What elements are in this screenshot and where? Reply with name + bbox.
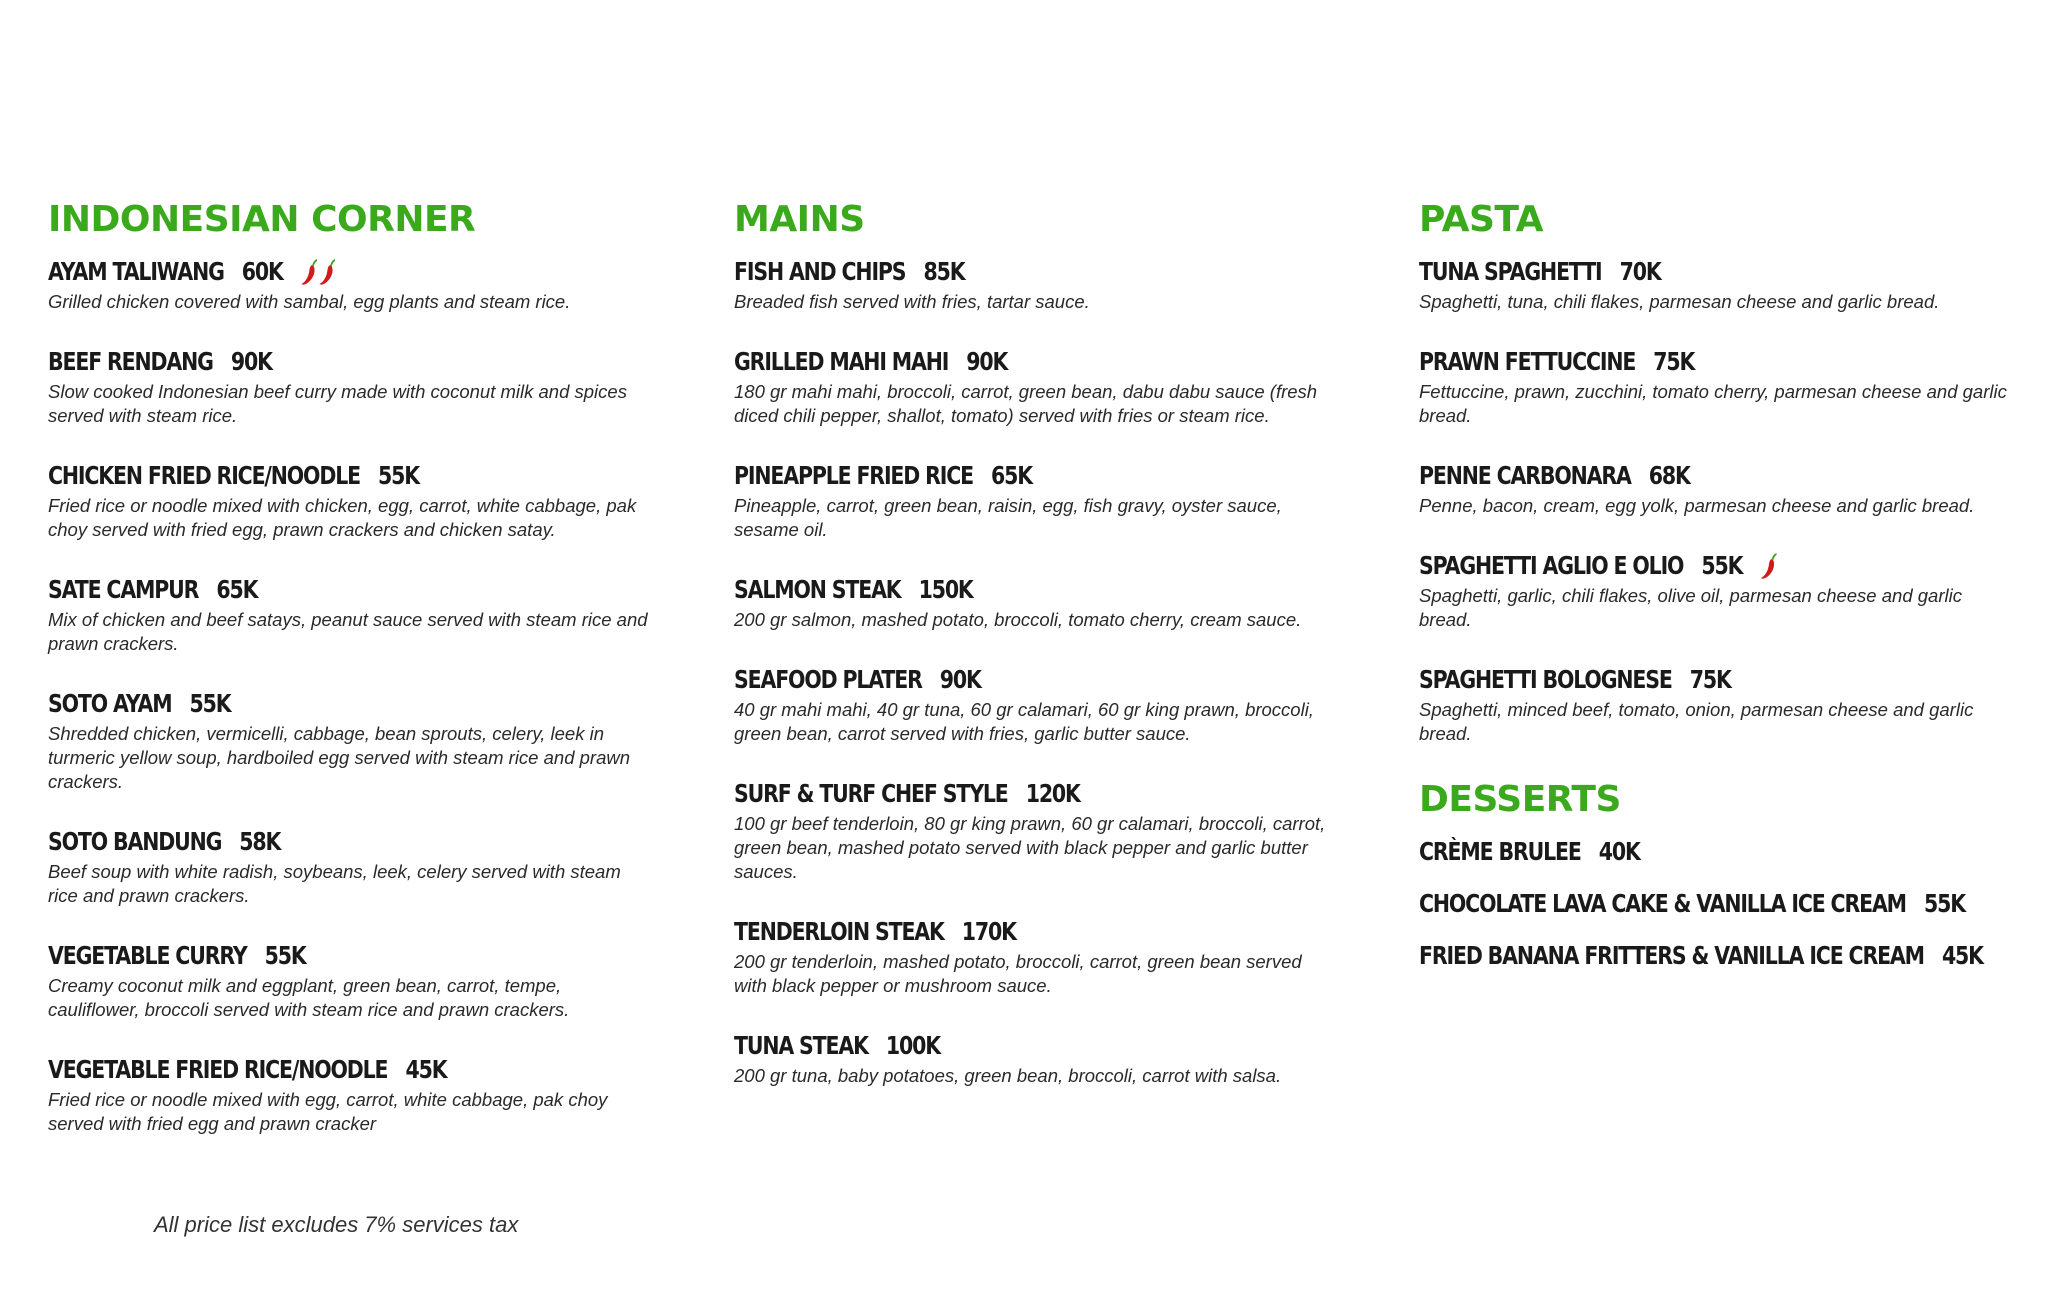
menu-item-price: 45K xyxy=(1941,941,1983,970)
menu-item-description: Creamy coconut milk and eggplant, green bean, carrot, tempe, cauliflower, broccoli served with steam rice and prawn crackers. xyxy=(48,975,570,1020)
menu-item-header xyxy=(48,826,540,858)
menu-item-name: GRILLED MAHI MAHI xyxy=(734,347,949,376)
menu-item-header xyxy=(1419,888,1965,920)
menu-item xyxy=(1419,664,2019,746)
menu-item xyxy=(734,256,1334,314)
menu-item-price: 100K xyxy=(885,1031,940,1060)
menu-item-header xyxy=(48,256,540,288)
menu-item-description: Spaghetti, garlic, chili flakes, olive oil, parmesan cheese and garlic bread. xyxy=(1419,585,1962,630)
pasta-desserts-column xyxy=(1419,198,2019,992)
menu-item-name: SPAGHETTI BOLOGNESE xyxy=(1419,665,1672,694)
chili-pepper-icon xyxy=(301,257,319,287)
menu-item-price: 55K xyxy=(264,941,306,970)
pasta-item-list xyxy=(1419,256,2019,746)
menu-item-price: 120K xyxy=(1025,779,1080,808)
menu-item-description: 40 gr mahi mahi, 40 gr tuna, 60 gr calamari, 60 gr king prawn, broccoli, green bean, carrot served with fries, garlic butter sauce. xyxy=(734,699,1314,744)
chili-pepper-icon xyxy=(1760,551,1778,581)
menu-item-description: Spaghetti, minced beef, tomato, onion, parmesan cheese and garlic bread. xyxy=(1419,699,1974,744)
menu-item-price: 58K xyxy=(239,827,281,856)
menu-item-header xyxy=(1419,346,1911,378)
menu-item-name: PRAWN FETTUCCINE xyxy=(1419,347,1636,376)
menu-item-description: Pineapple, carrot, green bean, raisin, egg, fish gravy, oyster sauce, sesame oil. xyxy=(734,495,1282,540)
menu-item-description: 200 gr tenderloin, mashed potato, broccoli, carrot, green bean served with black pepper or mushroom sauce. xyxy=(734,951,1302,996)
spicy-indicator xyxy=(301,257,337,287)
menu-item-price: 55K xyxy=(378,461,419,490)
menu-item-header xyxy=(1419,836,1911,868)
mains-column xyxy=(734,198,1334,1120)
menu-item xyxy=(48,940,648,1022)
menu-item-header xyxy=(734,574,1226,606)
section-title-indonesian: INDONESIAN CORNER xyxy=(48,199,476,240)
menu-item xyxy=(48,826,648,908)
section-title-pasta: PASTA xyxy=(1419,199,1543,240)
menu-item-name: SOTO AYAM xyxy=(48,689,172,718)
section-title-desserts: DESSERTS xyxy=(1419,779,1621,820)
menu-item-price: 68K xyxy=(1648,461,1690,490)
menu-item-name: AYAM TALIWANG xyxy=(48,257,224,286)
menu-item-name: SOTO BANDUNG xyxy=(48,827,222,856)
menu-item-header xyxy=(1419,550,1911,582)
menu-item xyxy=(1419,550,2019,632)
menu-item-description: Beef soup with white radish, soybeans, leek, celery served with steam rice and prawn crackers. xyxy=(48,861,621,906)
menu-item-name: TUNA SPAGHETTI xyxy=(1419,257,1602,286)
menu-item xyxy=(1419,256,2019,314)
menu-item-name: CHOCOLATE LAVA CAKE & VANILLA ICE CREAM xyxy=(1419,889,1906,918)
menu-item-header xyxy=(48,460,540,492)
indonesian-corner-column xyxy=(48,198,648,1168)
desserts-item-list xyxy=(1419,836,2019,972)
menu-item-header xyxy=(48,574,540,606)
menu-item-header xyxy=(1419,460,1911,492)
menu-item-price: 90K xyxy=(939,665,981,694)
menu-item-description: Spaghetti, tuna, chili flakes, parmesan cheese and garlic bread. xyxy=(1419,291,1940,312)
menu-item-header xyxy=(734,460,1226,492)
menu-item-name: CRÈME BRULEE xyxy=(1419,837,1581,866)
menu-item-header xyxy=(734,664,1226,696)
menu-item-price: 85K xyxy=(923,257,965,286)
spicy-indicator xyxy=(1760,551,1778,581)
menu-item-name: SALMON STEAK xyxy=(734,575,901,604)
menu-item-price: 40K xyxy=(1598,837,1640,866)
menu-item-price: 75K xyxy=(1689,665,1731,694)
menu-item-name: CHICKEN FRIED RICE/NOODLE xyxy=(48,461,360,490)
menu-item xyxy=(48,256,648,314)
menu-item xyxy=(1419,888,2019,920)
menu-item-header xyxy=(48,346,540,378)
menu-item-name: VEGETABLE FRIED RICE/NOODLE xyxy=(48,1055,388,1084)
menu-item-price: 90K xyxy=(966,347,1008,376)
menu-item-name: PINEAPPLE FRIED RICE xyxy=(734,461,974,490)
menu-item-description: Slow cooked Indonesian beef curry made with coconut milk and spices served with steam rice. xyxy=(48,381,627,426)
menu-item-price: 90K xyxy=(230,347,272,376)
menu-item-description: 200 gr salmon, mashed potato, broccoli, tomato cherry, cream sauce. xyxy=(734,609,1302,630)
menu-item-name: VEGETABLE CURRY xyxy=(48,941,247,970)
menu-item xyxy=(734,778,1334,884)
menu-item xyxy=(48,688,648,794)
menu-item-price: 65K xyxy=(216,575,258,604)
menu-item-price: 45K xyxy=(405,1055,447,1084)
menu-item-description: Penne, bacon, cream, egg yolk, parmesan cheese and garlic bread. xyxy=(1419,495,1975,516)
menu-item-price: 70K xyxy=(1619,257,1661,286)
menu-item-header xyxy=(48,688,540,720)
menu-item-name: TENDERLOIN STEAK xyxy=(734,917,944,946)
menu-item-header xyxy=(734,1030,1226,1062)
menu-item-price: 55K xyxy=(1701,551,1743,580)
menu-item-price: 170K xyxy=(961,917,1016,946)
menu-item-name: SATE CAMPUR xyxy=(48,575,199,604)
menu-item-name: TUNA STEAK xyxy=(734,1031,868,1060)
menu-item xyxy=(734,460,1334,542)
menu-item-header xyxy=(1419,256,1911,288)
menu-item-header xyxy=(734,346,1226,378)
menu-item xyxy=(48,1054,648,1136)
menu-item-name: PENNE CARBONARA xyxy=(1419,461,1631,490)
menu-item-name: SURF & TURF CHEF STYLE xyxy=(734,779,1008,808)
menu-item-description: Fried rice or noodle mixed with chicken, egg, carrot, white cabbage, pak choy served with fried egg, prawn crackers and chicken satay. xyxy=(48,495,637,540)
menu-item-price: 75K xyxy=(1653,347,1695,376)
menu-item-name: SPAGHETTI AGLIO E OLIO xyxy=(1419,551,1684,580)
menu-item-name: FISH AND CHIPS xyxy=(734,257,906,286)
menu-item-price: 60K xyxy=(241,257,283,286)
menu-item-description: Breaded fish served with fries, tartar sauce. xyxy=(734,291,1090,312)
menu-item-description: Shredded chicken, vermicelli, cabbage, bean sprouts, celery, leek in turmeric yellow soup, hardboiled egg served with steam rice and prawn crackers. xyxy=(48,723,631,792)
menu-item-header xyxy=(734,916,1226,948)
menu-item-description: 100 gr beef tenderloin, 80 gr king prawn, 60 gr calamari, broccoli, carrot, green bean, mashed potato served with black pepper and garlic butter sauces. xyxy=(734,813,1326,882)
menu-item-description: Mix of chicken and beef satays, peanut sauce served with steam rice and prawn crackers. xyxy=(48,609,648,654)
menu-item xyxy=(1419,836,2019,868)
menu-item xyxy=(734,1030,1334,1088)
menu-item xyxy=(734,346,1334,428)
menu-item-name: BEEF RENDANG xyxy=(48,347,213,376)
menu-item-description: 200 gr tuna, baby potatoes, green bean, broccoli, carrot with salsa. xyxy=(734,1065,1282,1086)
menu-item xyxy=(734,916,1334,998)
menu-item-header xyxy=(48,1054,540,1086)
menu-item xyxy=(1419,940,2019,972)
section-title-mains: MAINS xyxy=(734,199,865,240)
menu-item xyxy=(1419,346,2019,428)
menu-item xyxy=(48,346,648,428)
menu-item-description: Fried rice or noodle mixed with egg, carrot, white cabbage, pak choy served with fried egg and prawn cracker xyxy=(48,1089,608,1134)
menu-item-header xyxy=(1419,940,1983,972)
menu-item xyxy=(48,574,648,656)
menu-item-price: 55K xyxy=(1923,889,1965,918)
menu-item-description: Grilled chicken covered with sambal, egg plants and steam rice. xyxy=(48,291,571,312)
mains-item-list xyxy=(734,256,1334,1088)
menu-item-header xyxy=(734,256,1226,288)
menu-item-header xyxy=(1419,664,1911,696)
menu-item xyxy=(734,664,1334,746)
indonesian-item-list xyxy=(48,256,648,1136)
menu-item-price: 55K xyxy=(189,689,231,718)
menu-item-description: Fettuccine, prawn, zucchini, tomato cherry, parmesan cheese and garlic bread. xyxy=(1419,381,2007,426)
menu-item xyxy=(1419,460,2019,518)
menu-item-price: 150K xyxy=(918,575,973,604)
chili-pepper-icon xyxy=(319,257,337,287)
menu-item xyxy=(734,574,1334,632)
menu-item-header xyxy=(48,940,540,972)
tax-footnote: All price list excludes 7% services tax xyxy=(154,1212,519,1237)
menu-item-name: FRIED BANANA FRITTERS & VANILLA ICE CREAM xyxy=(1419,941,1924,970)
menu-item xyxy=(48,460,648,542)
menu-item-price: 65K xyxy=(991,461,1033,490)
menu-item-header xyxy=(734,778,1226,810)
menu-item-description: 180 gr mahi mahi, broccoli, carrot, green bean, dabu dabu sauce (fresh diced chili pepper, shallot, tomato) served with fries or steam rice. xyxy=(734,381,1318,426)
menu-item-name: SEAFOOD PLATER xyxy=(734,665,922,694)
